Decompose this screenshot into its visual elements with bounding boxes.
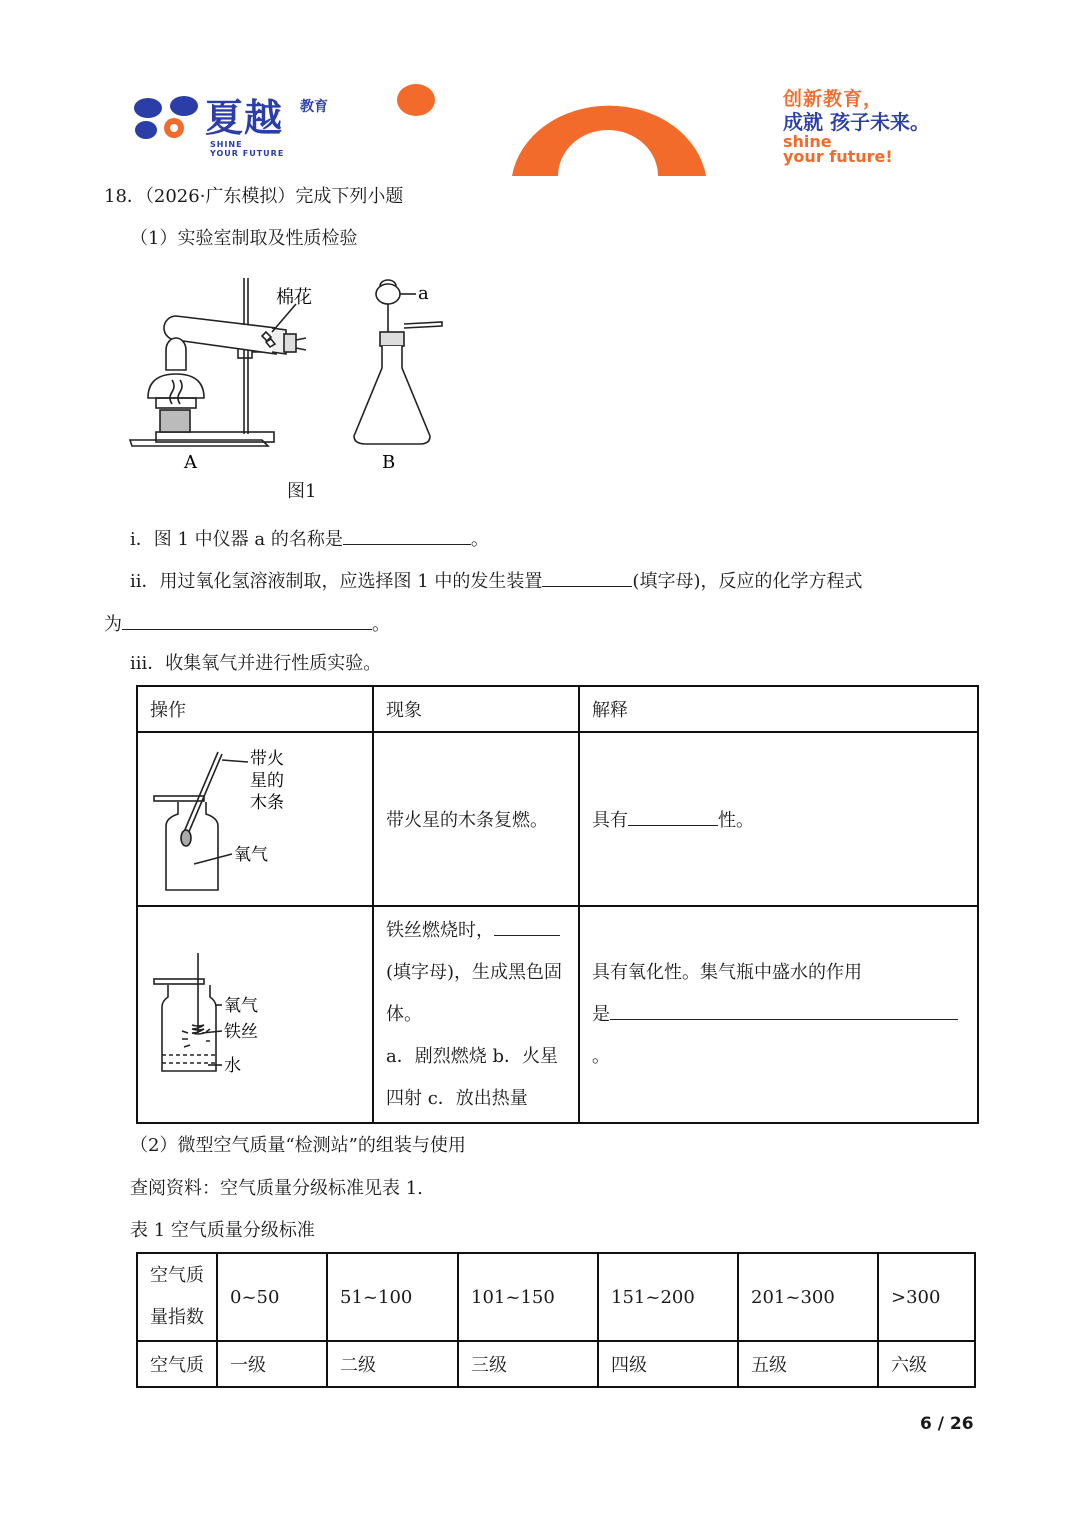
label-splint-1: 带火: [250, 749, 284, 769]
question-i-text: i．图 1 中仪器 a 的名称是: [130, 529, 343, 550]
aq-level-cell: 二级: [327, 1341, 458, 1387]
aq-range-cell: 101~150: [458, 1253, 598, 1341]
row2-explain-line2: [592, 994, 965, 1078]
row2-explain-line1: 具有氧化性。集气瓶中盛水的作用: [592, 961, 862, 983]
row1-phenomenon: 带火星的木条复燃。: [373, 732, 579, 906]
label-B: B: [382, 452, 396, 473]
iron-wire-bottle-diagram: [138, 907, 370, 1117]
row1-explanation-end: 性。: [718, 810, 754, 831]
air-quality-table: [136, 1252, 976, 1388]
question-iii: iii．收集氧气并进行性质实验。: [130, 653, 382, 674]
label-A: A: [184, 452, 197, 473]
answer-blank-phenomenon[interactable]: [494, 917, 560, 936]
experiment-table: [136, 685, 979, 1124]
figure1-caption: 图1: [287, 481, 317, 502]
brand-tag-line-1: SHINE: [210, 140, 243, 149]
row2-phen-line1: [386, 910, 578, 952]
label-oxygen-2: 氧气: [224, 996, 258, 1016]
slogan-line-2: 成就 孩子未来。: [783, 110, 930, 134]
decor-arch-icon: [510, 92, 710, 176]
aq-range-cell: 51~100: [327, 1253, 458, 1341]
aq-index-header-1: 空气质: [150, 1265, 204, 1286]
question-title: 18．（2026·广东模拟）完成下列小题: [104, 186, 404, 207]
question-ii-text: ii．用过氧化氢溶液制取，应选择图 1 中的发生装置: [130, 571, 543, 592]
answer-blank-property[interactable]: [628, 807, 718, 826]
answer-blank-ii-equation[interactable]: [122, 611, 372, 630]
question-i-end: 。: [470, 529, 489, 550]
row2-explain-end: 。: [592, 1045, 610, 1067]
row2-explanation: [579, 906, 978, 1123]
aq-range-cell: 151~200: [598, 1253, 738, 1341]
brand-tag-line-2: YOUR FUTURE: [210, 149, 285, 158]
aq-index-header: [137, 1253, 217, 1341]
reference-text: 查阅资料：空气质量分级标准见表 1.: [130, 1178, 423, 1199]
brand-logo-icon: [132, 94, 202, 144]
answer-blank-water-role[interactable]: [610, 1001, 958, 1020]
decor-dot-icon: [396, 83, 436, 117]
label-water: 水: [224, 1056, 241, 1076]
row1-operation-cell: [137, 732, 373, 906]
answer-blank-i[interactable]: [343, 526, 471, 545]
slogan-line-4: your future!: [783, 147, 893, 166]
splint-bottle-diagram: [138, 734, 370, 904]
row1-explanation-text: 具有: [592, 810, 628, 831]
aq-level-cell: 三级: [458, 1341, 598, 1387]
aq-range-cell: >300: [878, 1253, 975, 1341]
row2-phen-1: 铁丝燃烧时，: [386, 919, 494, 941]
part2-title: （2）微型空气质量“检测站”的组装与使用: [130, 1135, 466, 1156]
question-ii: [130, 568, 862, 593]
row2-phen-line4: a．剧烈燃烧 b．火星: [386, 1045, 558, 1067]
aq-range-cell: 0~50: [217, 1253, 327, 1341]
aq-level-cell: 五级: [738, 1341, 878, 1387]
aq-level-cell: 六级: [878, 1341, 975, 1387]
part1-title: （1）实验室制取及性质检验: [130, 228, 358, 249]
row2-phen-line3: 体。: [386, 1003, 422, 1025]
label-cotton: 棉花: [276, 287, 312, 308]
label-oxygen-1: 氧气: [234, 845, 268, 865]
aq-level-header: 空气质: [137, 1341, 217, 1387]
table1-caption: 表 1 空气质量分级标准: [130, 1220, 315, 1241]
label-splint-3: 木条: [250, 793, 284, 813]
label-a: a: [418, 283, 429, 304]
brand-sub: 教育: [300, 99, 328, 115]
label-iron-wire: 铁丝: [224, 1022, 258, 1042]
header-explanation: 解释: [579, 686, 978, 732]
figure1-apparatus: [126, 270, 456, 480]
row2-phen-line5: 四射 c．放出热量: [386, 1087, 528, 1109]
row2-operation-cell: [137, 906, 373, 1123]
row2-phen-line2: (填字母)，生成黑色固: [386, 961, 563, 983]
slogan-line-3: shine: [783, 132, 832, 151]
question-i: [130, 526, 489, 551]
brand-name: 夏越: [205, 96, 284, 140]
row2-explain-2: 是: [592, 1003, 610, 1025]
slogan: [783, 88, 930, 164]
label-splint-2: 星的: [250, 771, 284, 791]
question-ii-line2-end: 。: [372, 614, 390, 635]
aq-level-cell: 四级: [598, 1341, 738, 1387]
aq-index-header-2: 量指数: [150, 1307, 204, 1328]
answer-blank-ii-device[interactable]: [542, 568, 632, 587]
header-operation: 操作: [137, 686, 373, 732]
row2-phenomenon: [373, 906, 579, 1123]
row1-explanation: [579, 732, 978, 906]
aq-range-cell: 201~300: [738, 1253, 878, 1341]
aq-level-cell: 一级: [217, 1341, 327, 1387]
question-ii-line2-text: 为: [104, 614, 122, 635]
question-ii-text2: (填字母)，反应的化学方程式: [632, 571, 863, 592]
brand-tagline: [210, 140, 284, 158]
page-number: 6 / 26: [920, 1414, 974, 1434]
question-ii-line2: [104, 611, 390, 636]
header-phenomenon: 现象: [373, 686, 579, 732]
slogan-line-1: 创新教育，: [783, 88, 884, 110]
